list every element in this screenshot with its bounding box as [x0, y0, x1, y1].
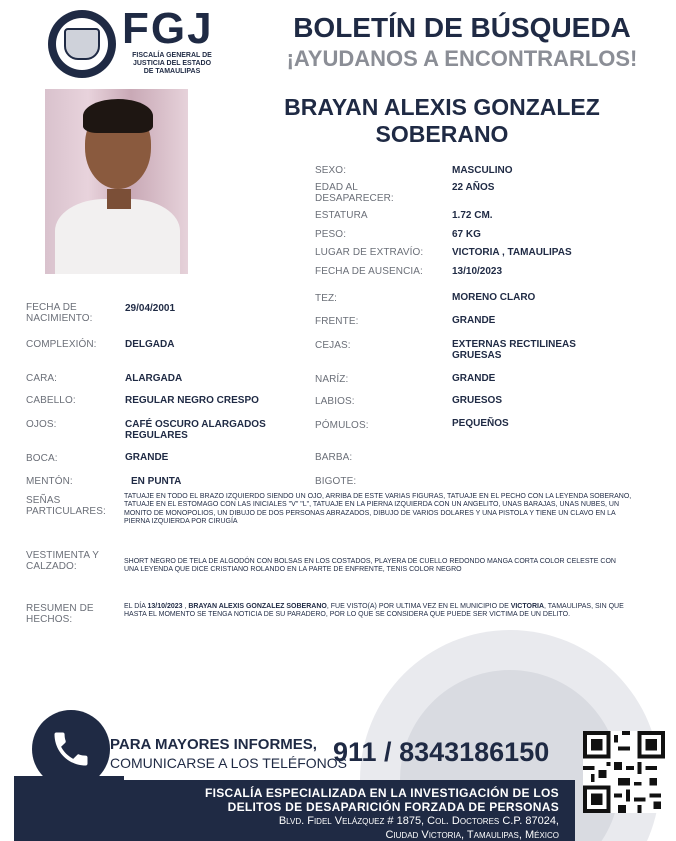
label-pomulos: PÓMULOS:	[315, 420, 369, 431]
value-pomulos: PEQUEÑOS	[452, 418, 509, 429]
value-complexion: DELGADA	[125, 339, 175, 350]
label-lugar: LUGAR DE EXTRAVÍO:	[315, 247, 424, 258]
logo-text: FGJ	[122, 4, 214, 53]
contact-line-2: COMUNICARSE A LOS TELÉFONOS	[110, 755, 348, 771]
label-cejas: CEJAS:	[315, 340, 351, 351]
seal-icon	[48, 10, 116, 78]
bulletin-title: BOLETÍN DE BÚSQUEDA	[293, 12, 631, 43]
label-tez: TEZ:	[315, 293, 338, 304]
footer-line-3: Blvd. Fidel Velázquez # 1875, Col. Doctores C.P. 87024,	[278, 815, 559, 827]
label-fecha-nacimiento: FECHA DE NACIMIENTO:	[26, 302, 93, 324]
resumen-text-4: , TAMAULIPAS, SIN QUE HASTA EL MOMENTO SE TENGA NOTICIA DE SU PARADERO, POR LO QUE SE CONSIDERA QUE PUEDE SER VICTIMA DE UN DELITO.	[124, 603, 624, 619]
value-peso: 67 KG	[452, 229, 481, 240]
label-estatura: ESTATURA	[315, 210, 368, 221]
footer-line-1: FISCALÍA ESPECIALIZADA EN LA INVESTIGACIÓN DE LOS	[204, 786, 559, 800]
person-name-line-2: SOBERANO	[375, 121, 509, 147]
resumen-date: 13/10/2023	[147, 603, 183, 610]
footer-line-4: Ciudad Victoria, Tamaulipas, México	[385, 829, 559, 841]
value-boca: GRANDE	[125, 452, 169, 463]
footer-line-2: DELITOS DE DESAPARICIÓN FORZADA DE PERSONAS	[227, 800, 559, 814]
label-nariz: NARÍZ:	[315, 374, 349, 385]
fgj-logo	[48, 4, 228, 82]
label-fecha-ausencia: FECHA DE AUSENCIA:	[315, 266, 423, 277]
value-resumen	[124, 603, 624, 620]
label-sexo: SEXO:	[315, 165, 347, 176]
label-ojos: OJOS:	[26, 419, 57, 430]
label-cara: CARA:	[26, 373, 58, 384]
label-vestimenta: VESTIMENTA Y CALZADO:	[26, 550, 99, 572]
resumen-text-3: , FUE VISTO(A) POR ULTIMA VEZ EN EL MUNICIPIO DE	[326, 603, 511, 610]
label-peso: PESO:	[315, 229, 347, 240]
value-vestimenta: SHORT NEGRO DE TELA DE ALGODÓN CON BOLSAS EN LOS COSTADOS, PLAYERA DE CUELLO REDONDO MANGA CORTA COLOR CELESTE CON UNA LEYENDA QUE DICE CRISTIANO ROLANDO EN LA PARTE DE ENFRENTE, TENIS COLOR NEGRO	[124, 558, 616, 574]
contact-line-1: PARA MAYORES INFORMES,	[110, 736, 317, 753]
label-edad: EDAD AL DESAPARECER:	[315, 182, 394, 204]
qr-code-icon	[583, 731, 665, 813]
value-estatura: 1.72 CM.	[452, 210, 493, 221]
logo-sub-2: JUSTICIA DEL ESTADO	[132, 60, 212, 67]
value-cejas: EXTERNAS RECTILINEAS GRUESAS	[452, 339, 576, 361]
resumen-text-2: ,	[182, 603, 189, 610]
resumen-place: VICTORIA	[510, 603, 545, 610]
label-labios: LABIOS:	[315, 396, 355, 407]
person-name-line-1: BRAYAN ALEXIS GONZALEZ	[284, 94, 600, 120]
label-cabello: CABELLO:	[26, 395, 76, 406]
value-ojos: CAFÉ OSCURO ALARGADOS REGULARES	[125, 419, 266, 441]
value-labios: GRUESOS	[452, 395, 503, 406]
label-bigote: BIGOTE:	[315, 476, 357, 487]
value-lugar: VICTORIA , TAMAULIPAS	[452, 247, 572, 258]
label-senas: SEÑAS PARTICULARES:	[26, 495, 106, 517]
footer-left-band	[14, 776, 124, 841]
label-complexion: COMPLEXIÓN:	[26, 339, 97, 350]
contact-phone[interactable]: 911 / 8343186150	[333, 737, 550, 767]
bulletin-subtitle: ¡AYUDANOS A ENCONTRARLOS!	[286, 46, 638, 71]
resumen-name: BRAYAN ALEXIS GONZALEZ SOBERANO	[188, 603, 327, 610]
logo-sub-1: FISCALÍA GENERAL DE	[132, 52, 212, 59]
value-nariz: GRANDE	[452, 373, 496, 384]
value-menton: EN PUNTA	[131, 476, 182, 487]
value-edad: 22 AÑOS	[452, 182, 495, 193]
label-frente: FRENTE:	[315, 316, 359, 327]
value-frente: GRANDE	[452, 315, 496, 326]
value-tez: MORENO CLARO	[452, 292, 536, 303]
value-fecha-nacimiento: 29/04/2001	[125, 303, 176, 314]
label-resumen: RESUMEN DE HECHOS:	[26, 603, 94, 625]
value-cara: ALARGADA	[125, 373, 183, 384]
resumen-text-1: EL DÍA	[124, 603, 148, 610]
value-sexo: MASCULINO	[452, 165, 513, 176]
label-menton: MENTÓN:	[26, 476, 73, 487]
footer-band	[120, 780, 575, 841]
label-boca: BOCA:	[26, 453, 58, 464]
value-cabello: REGULAR NEGRO CRESPO	[125, 395, 259, 406]
person-photo	[45, 89, 188, 274]
label-barba: BARBA:	[315, 452, 353, 463]
logo-sub-3: DE TAMAULIPAS	[143, 68, 201, 75]
value-senas: TATUAJE EN TODO EL BRAZO IZQUIERDO SIENDO UN OJO, ARRIBA DE ESTE VARIAS FIGURAS, TATUAJE EN EL PECHO CON LA LEYENDA SOBERANO, TATUAJE EN EL ESTOMAGO CON LAS INICIALES "V" "L", TATUAJE EN LA PIERNA IZQUIERDA CON UN ANGELITO, UNAS BARAJAS, UNAS NUBES, UN MONITO DE MONOPOLIOS, UN DIBUJO DE DOS PERSONAS ABRAZADOS, DIBUJO DE VARIOS DOLARES Y UNA PISTOLA Y TIENE UN CLAVO EN LA PIERNA IZQUIERDA POR CIRUGÍA	[124, 493, 632, 526]
value-fecha-ausencia: 13/10/2023	[452, 266, 503, 277]
